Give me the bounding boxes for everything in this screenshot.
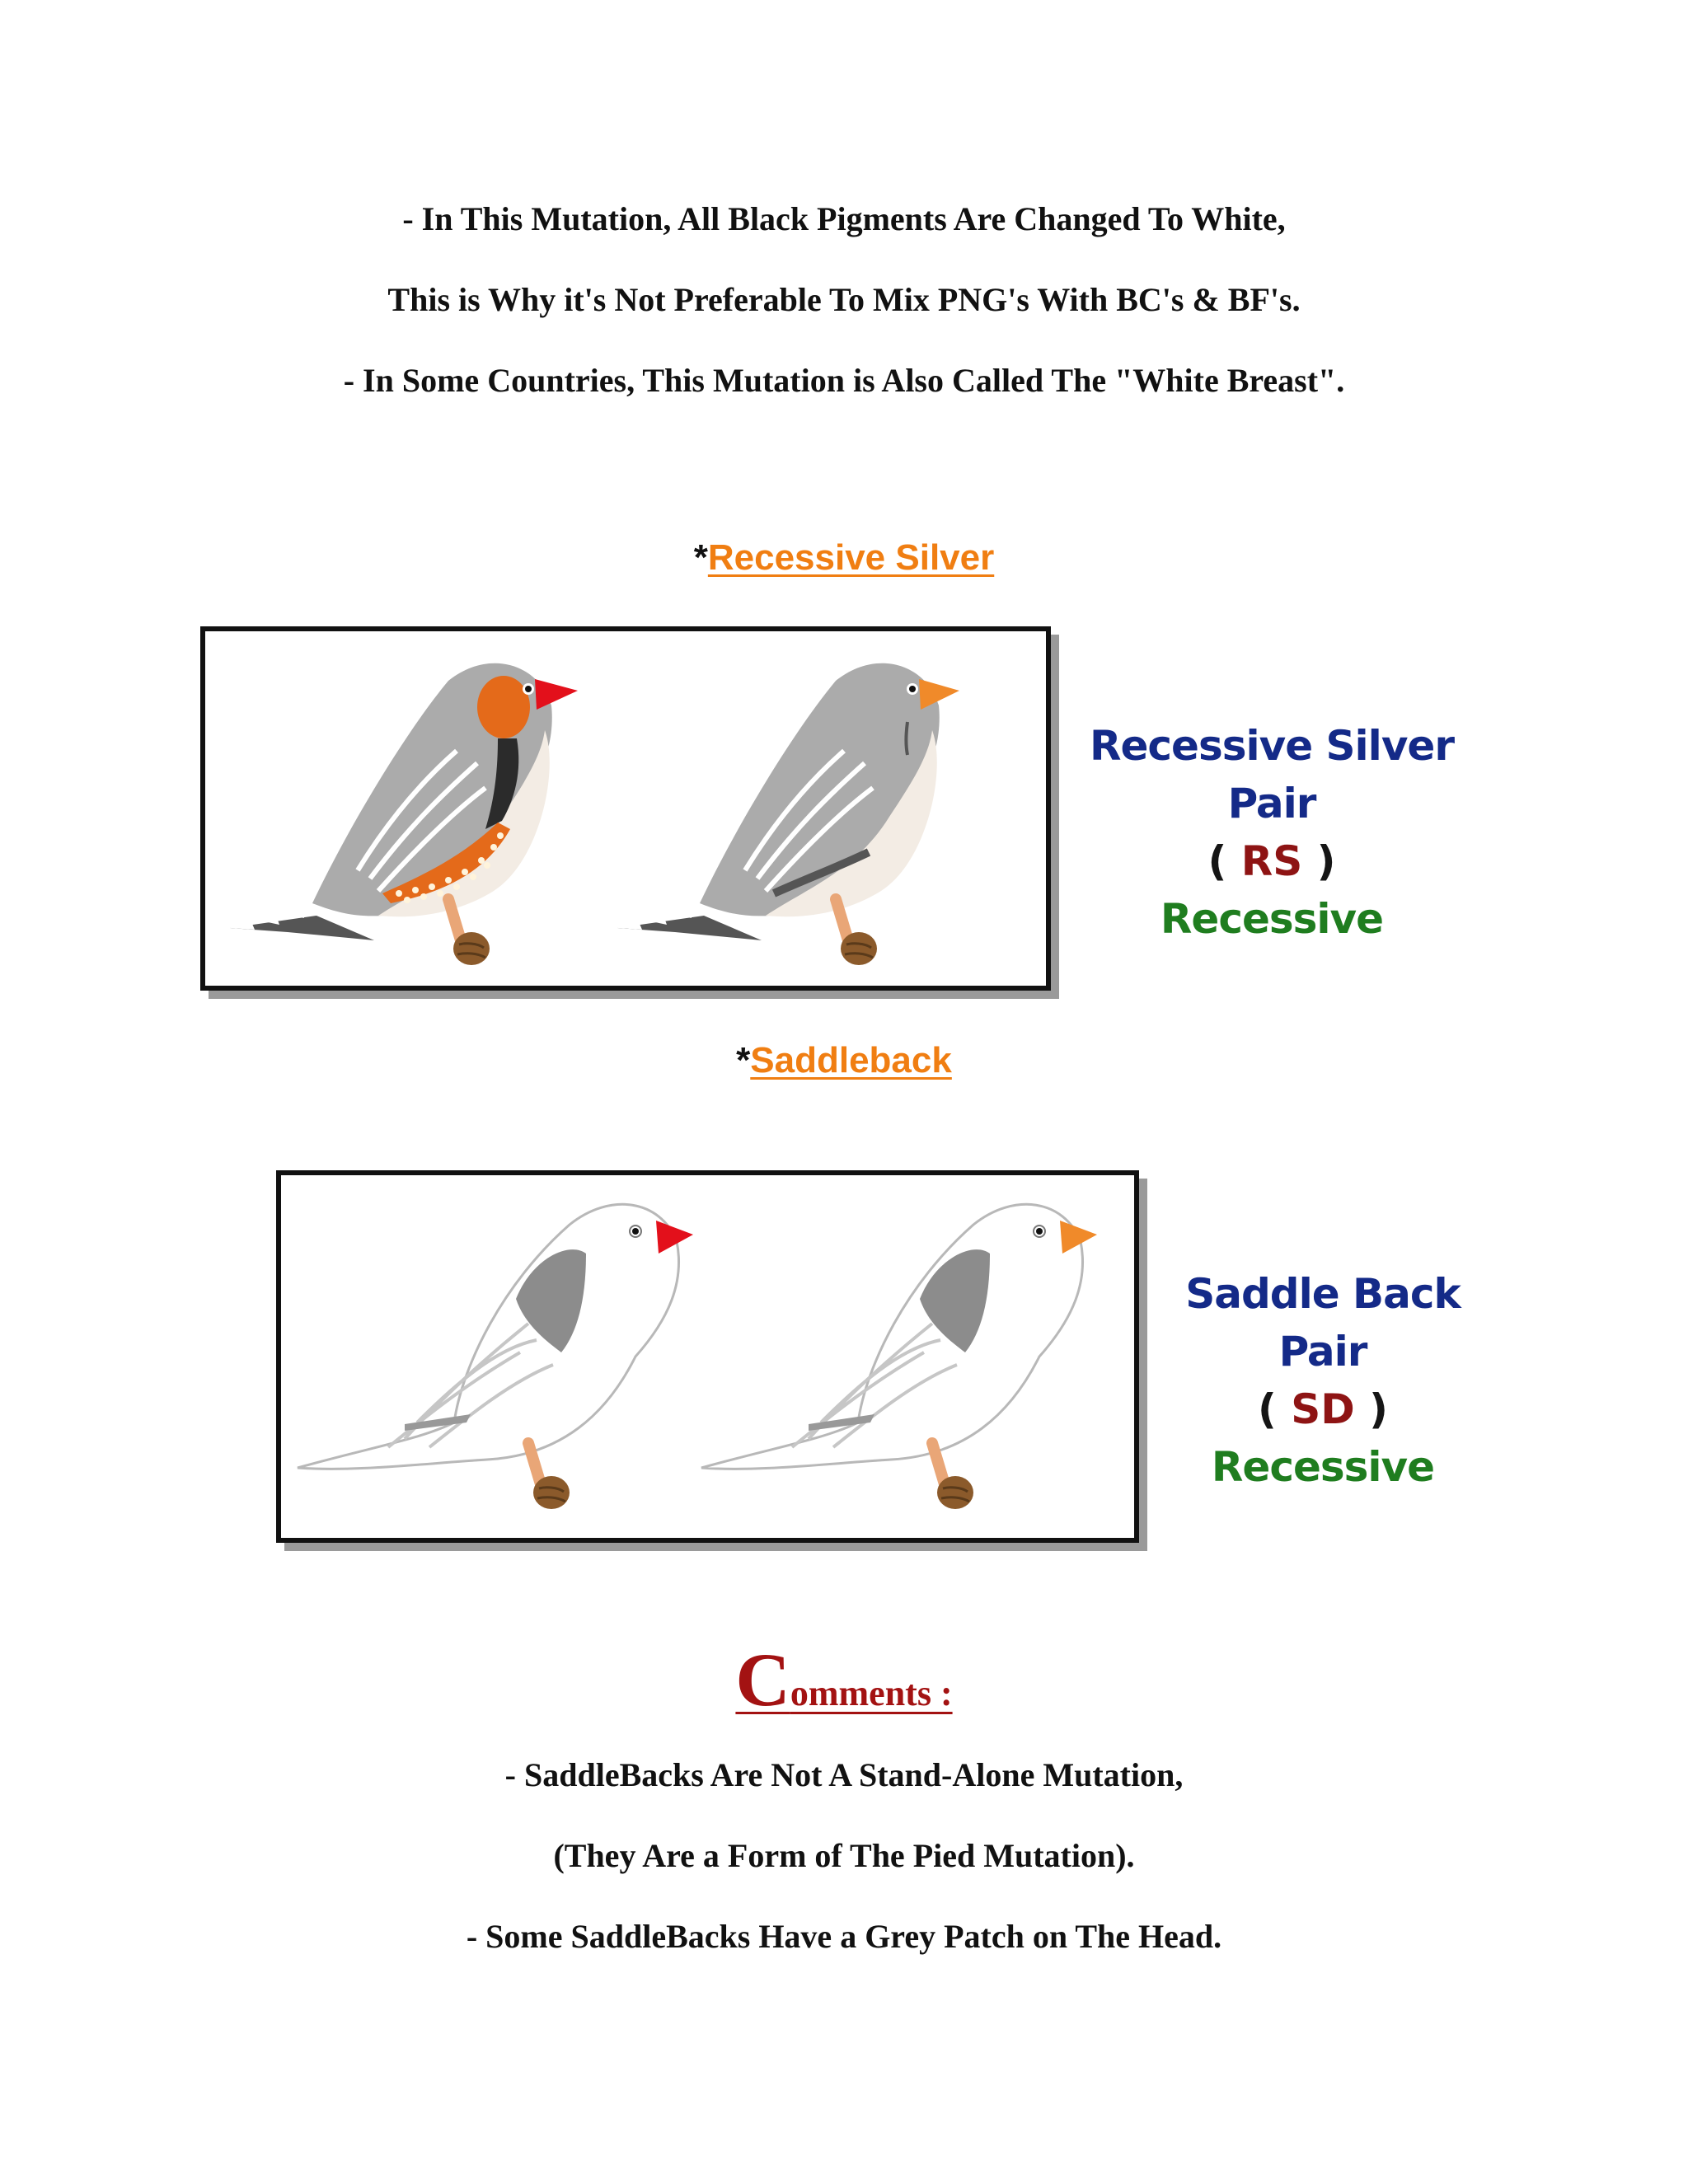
- saddleback-male-bird: [298, 1204, 693, 1509]
- saddleback-link[interactable]: Saddleback: [750, 1040, 952, 1080]
- saddleback-heading: [0, 1040, 1688, 1081]
- saddleback-illustration: [276, 1170, 1139, 1543]
- saddleback-caption: [1137, 1265, 1508, 1496]
- caption-code-line: ( RS ): [1207, 837, 1336, 885]
- caption-inheritance: Recessive: [1211, 1443, 1435, 1491]
- comments-heading-rest: omments :: [790, 1673, 953, 1713]
- comments-heading: [0, 1636, 1688, 1723]
- recessive-silver-male-bird: [230, 663, 578, 965]
- caption-title: Recessive Silver Pair: [1090, 722, 1454, 827]
- intro-line-2: This is Why it's Not Preferable To Mix PNG's With BC's & BF's.: [387, 281, 1301, 318]
- comments-initial: C: [735, 1638, 790, 1722]
- comment-line-1: - SaddleBacks Are Not A Stand-Alone Mutation,: [504, 1756, 1184, 1793]
- caption-code-line: ( SD ): [1257, 1385, 1389, 1433]
- caption-title: Saddle Back Pair: [1185, 1270, 1461, 1376]
- intro-line-3: - In Some Countries, This Mutation is Also Called The "White Breast".: [343, 362, 1345, 399]
- heading-asterisk: *: [693, 537, 708, 578]
- intro-line-1: - In This Mutation, All Black Pigments Are Changed To White,: [402, 200, 1286, 237]
- saddleback-female-bird: [701, 1204, 1097, 1509]
- recessive-silver-illustration: [200, 626, 1051, 991]
- caption-code: RS: [1240, 837, 1303, 885]
- recessive-silver-heading: [0, 537, 1688, 579]
- heading-asterisk: *: [736, 1040, 751, 1080]
- comment-line-3: - Some SaddleBacks Have a Grey Patch on The Head.: [466, 1918, 1222, 1955]
- recessive-silver-link[interactable]: Recessive Silver: [707, 537, 995, 578]
- recessive-silver-female-bird: [617, 663, 959, 965]
- recessive-silver-caption: [1057, 717, 1486, 948]
- comment-line-2: (They Are a Form of The Pied Mutation).: [553, 1837, 1135, 1874]
- caption-inheritance: Recessive: [1160, 895, 1384, 943]
- caption-code: SD: [1291, 1385, 1355, 1433]
